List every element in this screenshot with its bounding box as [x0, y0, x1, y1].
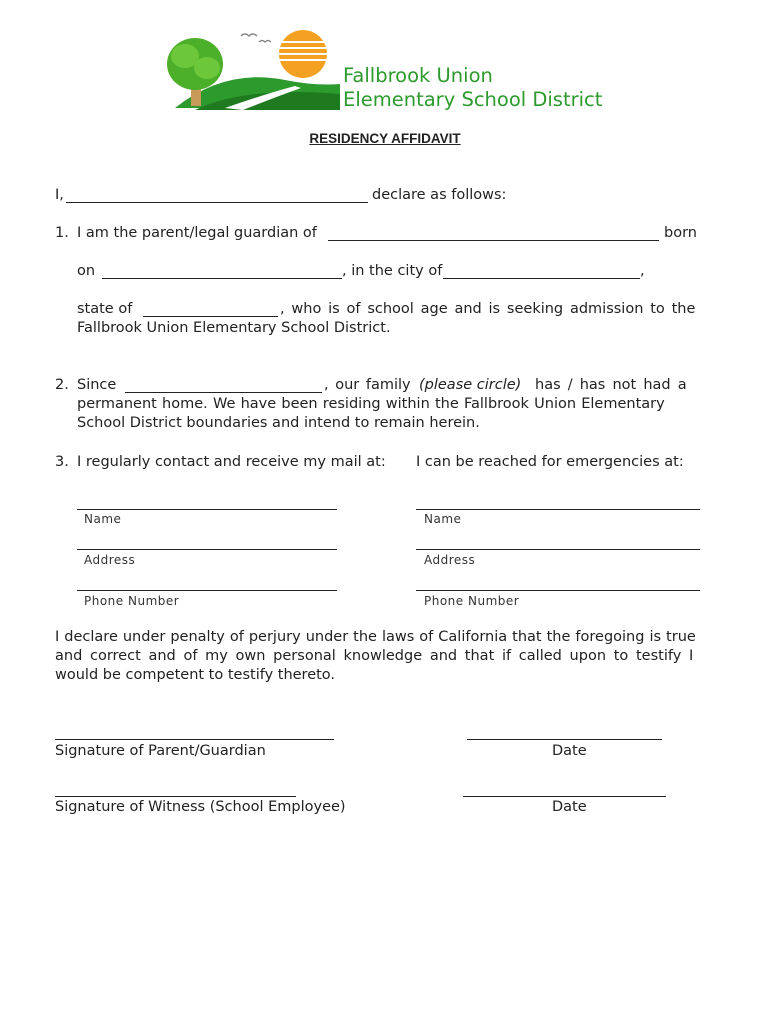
witness-date-label: Date	[552, 799, 587, 815]
emergency-name-label: Name	[424, 512, 462, 526]
item1-city: , in the city of	[342, 263, 443, 279]
declaration-line2: and correct and of my own personal knowledge and that if called upon to testify I	[55, 648, 694, 664]
item3-left-label: I regularly contact and receive my mail at:	[77, 454, 386, 470]
mail-phone-field[interactable]	[77, 590, 337, 591]
item2-number: 2.	[55, 377, 69, 393]
witness-date-field[interactable]	[463, 796, 666, 797]
item2-our-family: , our family	[324, 377, 411, 393]
declarant-name-field[interactable]	[66, 202, 368, 203]
mail-name-field[interactable]	[77, 509, 337, 510]
mail-phone-label: Phone Number	[84, 594, 180, 608]
document-title: RESIDENCY AFFIDAVIT	[309, 131, 461, 146]
item1-state: state of	[77, 301, 133, 317]
district-name-line2: Elementary School District	[343, 88, 603, 111]
item1-rest2: Fallbrook Union Elementary School District.	[77, 320, 391, 336]
item3-right-label: I can be reached for emergencies at:	[416, 454, 684, 470]
item3-number: 3.	[55, 454, 69, 470]
item2-line2: permanent home. We have been residing within the Fallbrook Union Elementary	[77, 396, 665, 412]
district-name-line1: Fallbrook Union	[343, 64, 493, 87]
bird-icon	[241, 34, 257, 36]
intro-suffix: declare as follows:	[372, 187, 507, 203]
birth-state-field[interactable]	[143, 316, 278, 317]
district-logo	[155, 28, 345, 114]
parent-signature-label: Signature of Parent/Guardian	[55, 743, 266, 759]
parent-date-label: Date	[552, 743, 587, 759]
birth-city-field[interactable]	[443, 278, 640, 279]
parent-signature-field[interactable]	[55, 739, 334, 740]
item2-please-circle: (please circle)	[419, 377, 522, 393]
birth-date-field[interactable]	[102, 278, 342, 279]
emergency-address-label: Address	[424, 553, 476, 567]
emergency-address-field[interactable]	[416, 549, 700, 550]
item1-born: born	[664, 225, 697, 241]
since-date-field[interactable]	[125, 392, 322, 393]
sun-graphic	[275, 30, 335, 78]
emergency-phone-field[interactable]	[416, 590, 700, 591]
item2-line3: School District boundaries and intend to remain herein.	[77, 415, 480, 431]
witness-signature-label: Signature of Witness (School Employee)	[55, 799, 346, 815]
item1-number: 1.	[55, 225, 69, 241]
child-name-field[interactable]	[328, 240, 659, 241]
item2-has-not[interactable]: has / has not had a	[535, 377, 687, 393]
item1-comma: ,	[640, 263, 645, 279]
item1-rest: , who is of school age and is seeking admission to the	[280, 301, 696, 317]
item2-since: Since	[77, 377, 117, 393]
parent-date-field[interactable]	[467, 739, 662, 740]
mail-address-field[interactable]	[77, 549, 337, 550]
mail-address-label: Address	[84, 553, 136, 567]
emergency-phone-label: Phone Number	[424, 594, 520, 608]
emergency-name-field[interactable]	[416, 509, 700, 510]
witness-signature-field[interactable]	[55, 796, 296, 797]
mail-name-label: Name	[84, 512, 122, 526]
item1-on: on	[77, 263, 96, 279]
declaration-line1: I declare under penalty of perjury under the laws of California that the foregoing is true	[55, 629, 696, 645]
declaration-line3: would be competent to testify thereto.	[55, 667, 336, 683]
bird-icon	[259, 41, 271, 43]
intro-prefix: I,	[55, 187, 64, 203]
item1-text: I am the parent/legal guardian of	[77, 225, 317, 241]
